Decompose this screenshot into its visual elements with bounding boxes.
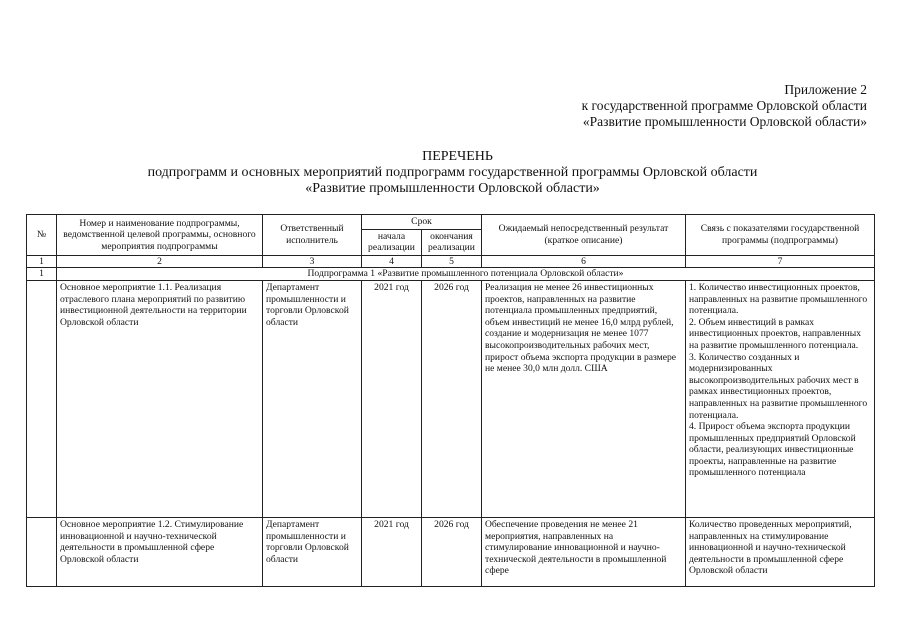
appendix-line-program-name: «Развитие промышленности Орловской области» xyxy=(582,114,867,129)
header-row xyxy=(27,215,875,230)
subprograms-table xyxy=(26,214,875,587)
document-subtitle: подпрограмм и основных мероприятий подпрограмм государственной программы Орловской области xyxy=(147,165,758,180)
document-title: ПЕРЕЧЕНЬ xyxy=(422,149,493,164)
header-link: Связь с показателями государственной программы (подпрограммы) xyxy=(686,215,875,256)
appendix-line-program: к государственной программе Орловской области xyxy=(581,98,867,113)
indicator-item: Количество проведенных мероприятий, направленных на стимулирование инновационной и научно-технической деятельности в промышленной сфере Орловской области xyxy=(689,518,852,577)
header-executor: Ответственный исполнитель xyxy=(263,215,362,256)
column-number: 1 xyxy=(27,255,57,268)
indicator-item: 3. Количество созданных и модернизированных высокопроизводительных рабочих мест в рамках инвестиционных проектов, направленных на развитие промышленного потенциала. xyxy=(689,351,868,421)
column-number: 6 xyxy=(482,255,686,268)
document-program-name: «Развитие промышленности Орловской области» xyxy=(305,181,600,196)
table-row xyxy=(27,280,875,517)
appendix-block xyxy=(582,82,867,130)
header-start: начала реализации xyxy=(362,229,422,255)
column-number: 5 xyxy=(422,255,482,268)
subprogram-num: 1 xyxy=(27,268,57,281)
row-result: Обеспечение проведения не менее 21 мероприятия, направленных на стимулирование инновационной и научно-технической деятельности в промышленной сфере xyxy=(482,517,686,586)
header-end: окончания реализации xyxy=(422,229,482,255)
row-end: 2026 год xyxy=(422,517,482,586)
column-number: 4 xyxy=(362,255,422,268)
row-name: Основное мероприятие 1.1. Реализация отраслевого плана мероприятий по развитию инвестиционной деятельности на территории Орловской области xyxy=(57,280,263,517)
header-num: № xyxy=(27,215,57,256)
row-result: Реализация не менее 26 инвестиционных проектов, направленных на развитие потенциала промышленных предприятий, объем инвестиций не менее 16,0 млрд рублей, создание и модернизация не менее 1077 высокопроизводительных рабочих мест, прирост объема экспорта продукции в размере не менее 30,0 млн долл. США xyxy=(482,280,686,517)
row-start: 2021 год xyxy=(362,517,422,586)
header-name: Номер и наименование подпрограммы, ведомственной целевой программы, основного мероприятия подпрограммы xyxy=(57,215,263,256)
document-heading xyxy=(0,149,905,197)
subprogram-title: Подпрограмма 1 «Развитие промышленного потенциала Орловской области» xyxy=(57,268,875,281)
indicator-item: 1. Количество инвестиционных проектов, направленных на развитие промышленного потенциала. xyxy=(689,281,868,317)
column-number: 2 xyxy=(57,255,263,268)
appendix-title: Приложение 2 xyxy=(784,82,867,97)
row-start: 2021 год xyxy=(362,280,422,517)
row-link xyxy=(686,517,875,586)
table-row xyxy=(27,517,875,586)
row-num xyxy=(27,280,57,517)
row-name: Основное мероприятие 1.2. Стимулирование инновационной и научно-технической деятельности в промышленной сфере Орловской области xyxy=(57,517,263,586)
row-end: 2026 год xyxy=(422,280,482,517)
row-num xyxy=(27,517,57,586)
indicator-item: 4. Прирост объема экспорта продукции промышленных предприятий Орловской области, реализующих инвестиционные проекты, направленные на развитие промышленного потенциала xyxy=(689,421,856,479)
header-term: Срок xyxy=(362,215,482,230)
indicator-item: 2. Объем инвестиций в рамках инвестиционных проектов, направленных на развитие промышленного потенциала. xyxy=(689,316,862,351)
header-result: Ожидаемый непосредственный результат (краткое описание) xyxy=(482,215,686,256)
subprogram-row xyxy=(27,268,875,281)
column-numbers-row xyxy=(27,255,875,268)
column-number: 3 xyxy=(263,255,362,268)
row-executor: Департамент промышленности и торговли Орловской области xyxy=(263,280,362,517)
row-link xyxy=(686,280,875,517)
row-executor: Департамент промышленности и торговли Орловской области xyxy=(263,517,362,586)
column-number: 7 xyxy=(686,255,875,268)
